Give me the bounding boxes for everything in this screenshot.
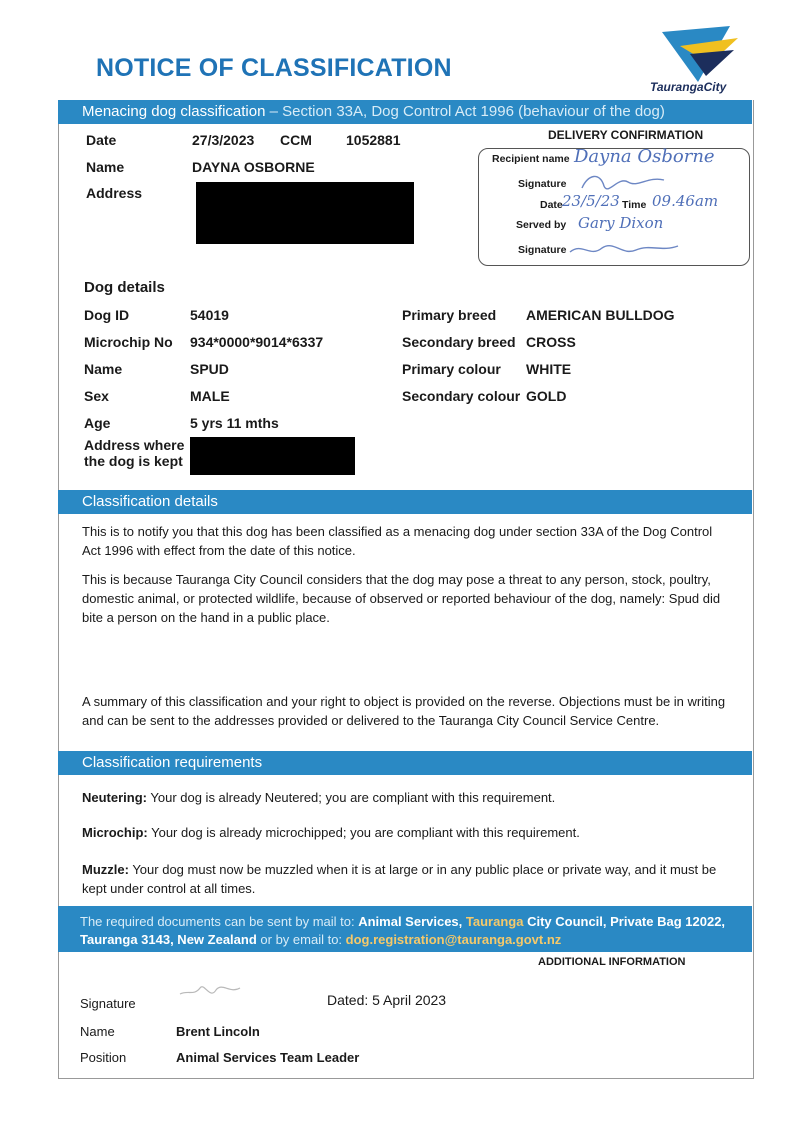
age-value: 5 yrs 11 mths	[190, 415, 279, 431]
age-label: Age	[84, 415, 111, 431]
dated-value: Dated: 5 April 2023	[327, 992, 447, 1008]
neutering-text: Your dog is already Neutered; you are compliant with this requirement.	[147, 790, 556, 805]
mail-email-intro: or by email to:	[256, 932, 346, 947]
menacing-bar-subtitle: – Section 33A, Dog Control Act 1996 (behaviour of the dog)	[265, 103, 665, 120]
secondary-breed-value: CROSS	[526, 334, 576, 350]
secondary-breed-label: Secondary breed	[402, 334, 516, 350]
dog-name-label: Name	[84, 361, 123, 377]
dog-address-redaction	[190, 437, 355, 475]
muzzle-label: Muzzle:	[82, 862, 129, 877]
served-by-value: Gary Dixon	[578, 214, 664, 232]
address-kept-label	[84, 437, 184, 469]
ccm-label: CCM	[280, 132, 312, 148]
name-label: Name	[86, 159, 125, 175]
microchip-requirement	[82, 823, 732, 842]
officer-name-value: Brent Lincoln	[176, 1024, 260, 1039]
mail-instructions-box	[58, 906, 752, 952]
page-title: NOTICE OF CLASSIFICATION	[96, 54, 452, 82]
microchip-value: 934*0000*9014*6337	[190, 334, 324, 350]
microchip-req-label: Microchip:	[82, 825, 148, 840]
owner-name: DAYNA OSBORNE	[192, 159, 315, 175]
additional-information-label: ADDITIONAL INFORMATION	[538, 956, 686, 968]
address-kept-label-line2: the dog is kept	[84, 453, 183, 469]
dog-id-label: Dog ID	[84, 307, 130, 323]
signature-label-2: Signature	[518, 244, 567, 256]
delivery-confirmation-title: DELIVERY CONFIRMATION	[548, 128, 704, 142]
mail-address: City Council, Private Bag 12022, Tauranga 3143, New Zealand	[80, 914, 726, 947]
officer-name-label: Name	[80, 1024, 115, 1039]
recipient-handwriting: Dayna Osborne	[574, 146, 715, 167]
classification-details-bar: Classification details	[58, 490, 752, 514]
secondary-colour-label: Secondary colour	[402, 388, 521, 404]
sex-value: MALE	[190, 388, 230, 404]
classification-paragraph-3: A summary of this classification and your right to object is provided on the reverse. Objections must be in writing and can be sent to the addresses provided or delivered to the Tauranga City Council Service Centre.	[82, 694, 726, 728]
classification-paragraph-2: This is because Tauranga City Council considers that the dog may pose a threat to any person, stock, poultry, domestic animal, or protected wildlife, because of observed or reported behaviour of the dog, namely: Spud did bite a person on the hand in a public place.	[82, 572, 721, 625]
served-by-label: Served by	[516, 219, 567, 231]
muzzle-text: Your dog must now be muzzled when it is at large or in any public place or private way, and it must be kept under control at all times.	[82, 862, 717, 896]
classification-paragraph-1: This is to notify you that this dog has been classified as a menacing dog under section 33A of the Dog Control Act 1996 with effect from the date of this notice.	[82, 524, 713, 558]
delivery-time-label: Time	[622, 199, 647, 211]
recipient-label: Recipient name	[492, 153, 570, 165]
logo-text: TaurangaCity	[650, 80, 727, 94]
mail-email[interactable]: dog.registration@tauranga.govt.nz	[345, 932, 562, 947]
signature-footer-label: Signature	[80, 996, 136, 1011]
primary-breed-label: Primary breed	[402, 307, 497, 323]
neutering-requirement	[82, 788, 732, 807]
mail-intro: The required documents can be sent by mail to:	[80, 914, 359, 929]
primary-colour-value: WHITE	[526, 361, 572, 377]
dog-name-value: SPUD	[190, 361, 229, 377]
classification-requirements-bar: Classification requirements	[58, 751, 752, 775]
secondary-colour-value: GOLD	[526, 388, 567, 404]
address-label: Address	[86, 185, 143, 201]
date-value: 27/3/2023	[192, 132, 255, 148]
dog-id-value: 54019	[190, 307, 229, 323]
date-label: Date	[86, 132, 117, 148]
primary-colour-label: Primary colour	[402, 361, 501, 377]
officer-signature-scribble	[176, 976, 246, 1006]
sex-label: Sex	[84, 388, 109, 404]
server-signature-scribble	[566, 236, 686, 262]
muzzle-requirement	[82, 860, 732, 898]
signature-label-1: Signature	[518, 178, 567, 190]
microchip-req-text: Your dog is already microchipped; you are compliant with this requirement.	[147, 825, 580, 840]
delivery-time-value: 09.46am	[652, 192, 719, 210]
menacing-section-bar	[58, 100, 752, 124]
address-redaction	[196, 182, 414, 244]
delivery-date-value: 23/5/23	[562, 192, 620, 210]
primary-breed-value: AMERICAN BULLDOG	[526, 307, 675, 323]
address-kept-label-line1: Address where	[84, 437, 185, 453]
officer-position-value: Animal Services Team Leader	[176, 1050, 360, 1065]
menacing-bar-title: Menacing dog classification	[82, 103, 266, 120]
reference-number: 1052881	[346, 132, 401, 148]
mail-dept: Animal Services,	[358, 914, 466, 929]
delivery-date-label: Date	[540, 199, 563, 211]
dog-details-heading: Dog details	[84, 279, 165, 296]
microchip-label: Microchip No	[84, 334, 173, 350]
officer-position-label: Position	[80, 1050, 127, 1065]
mail-city-highlight: Tauranga	[465, 914, 524, 929]
neutering-label: Neutering:	[82, 790, 147, 805]
